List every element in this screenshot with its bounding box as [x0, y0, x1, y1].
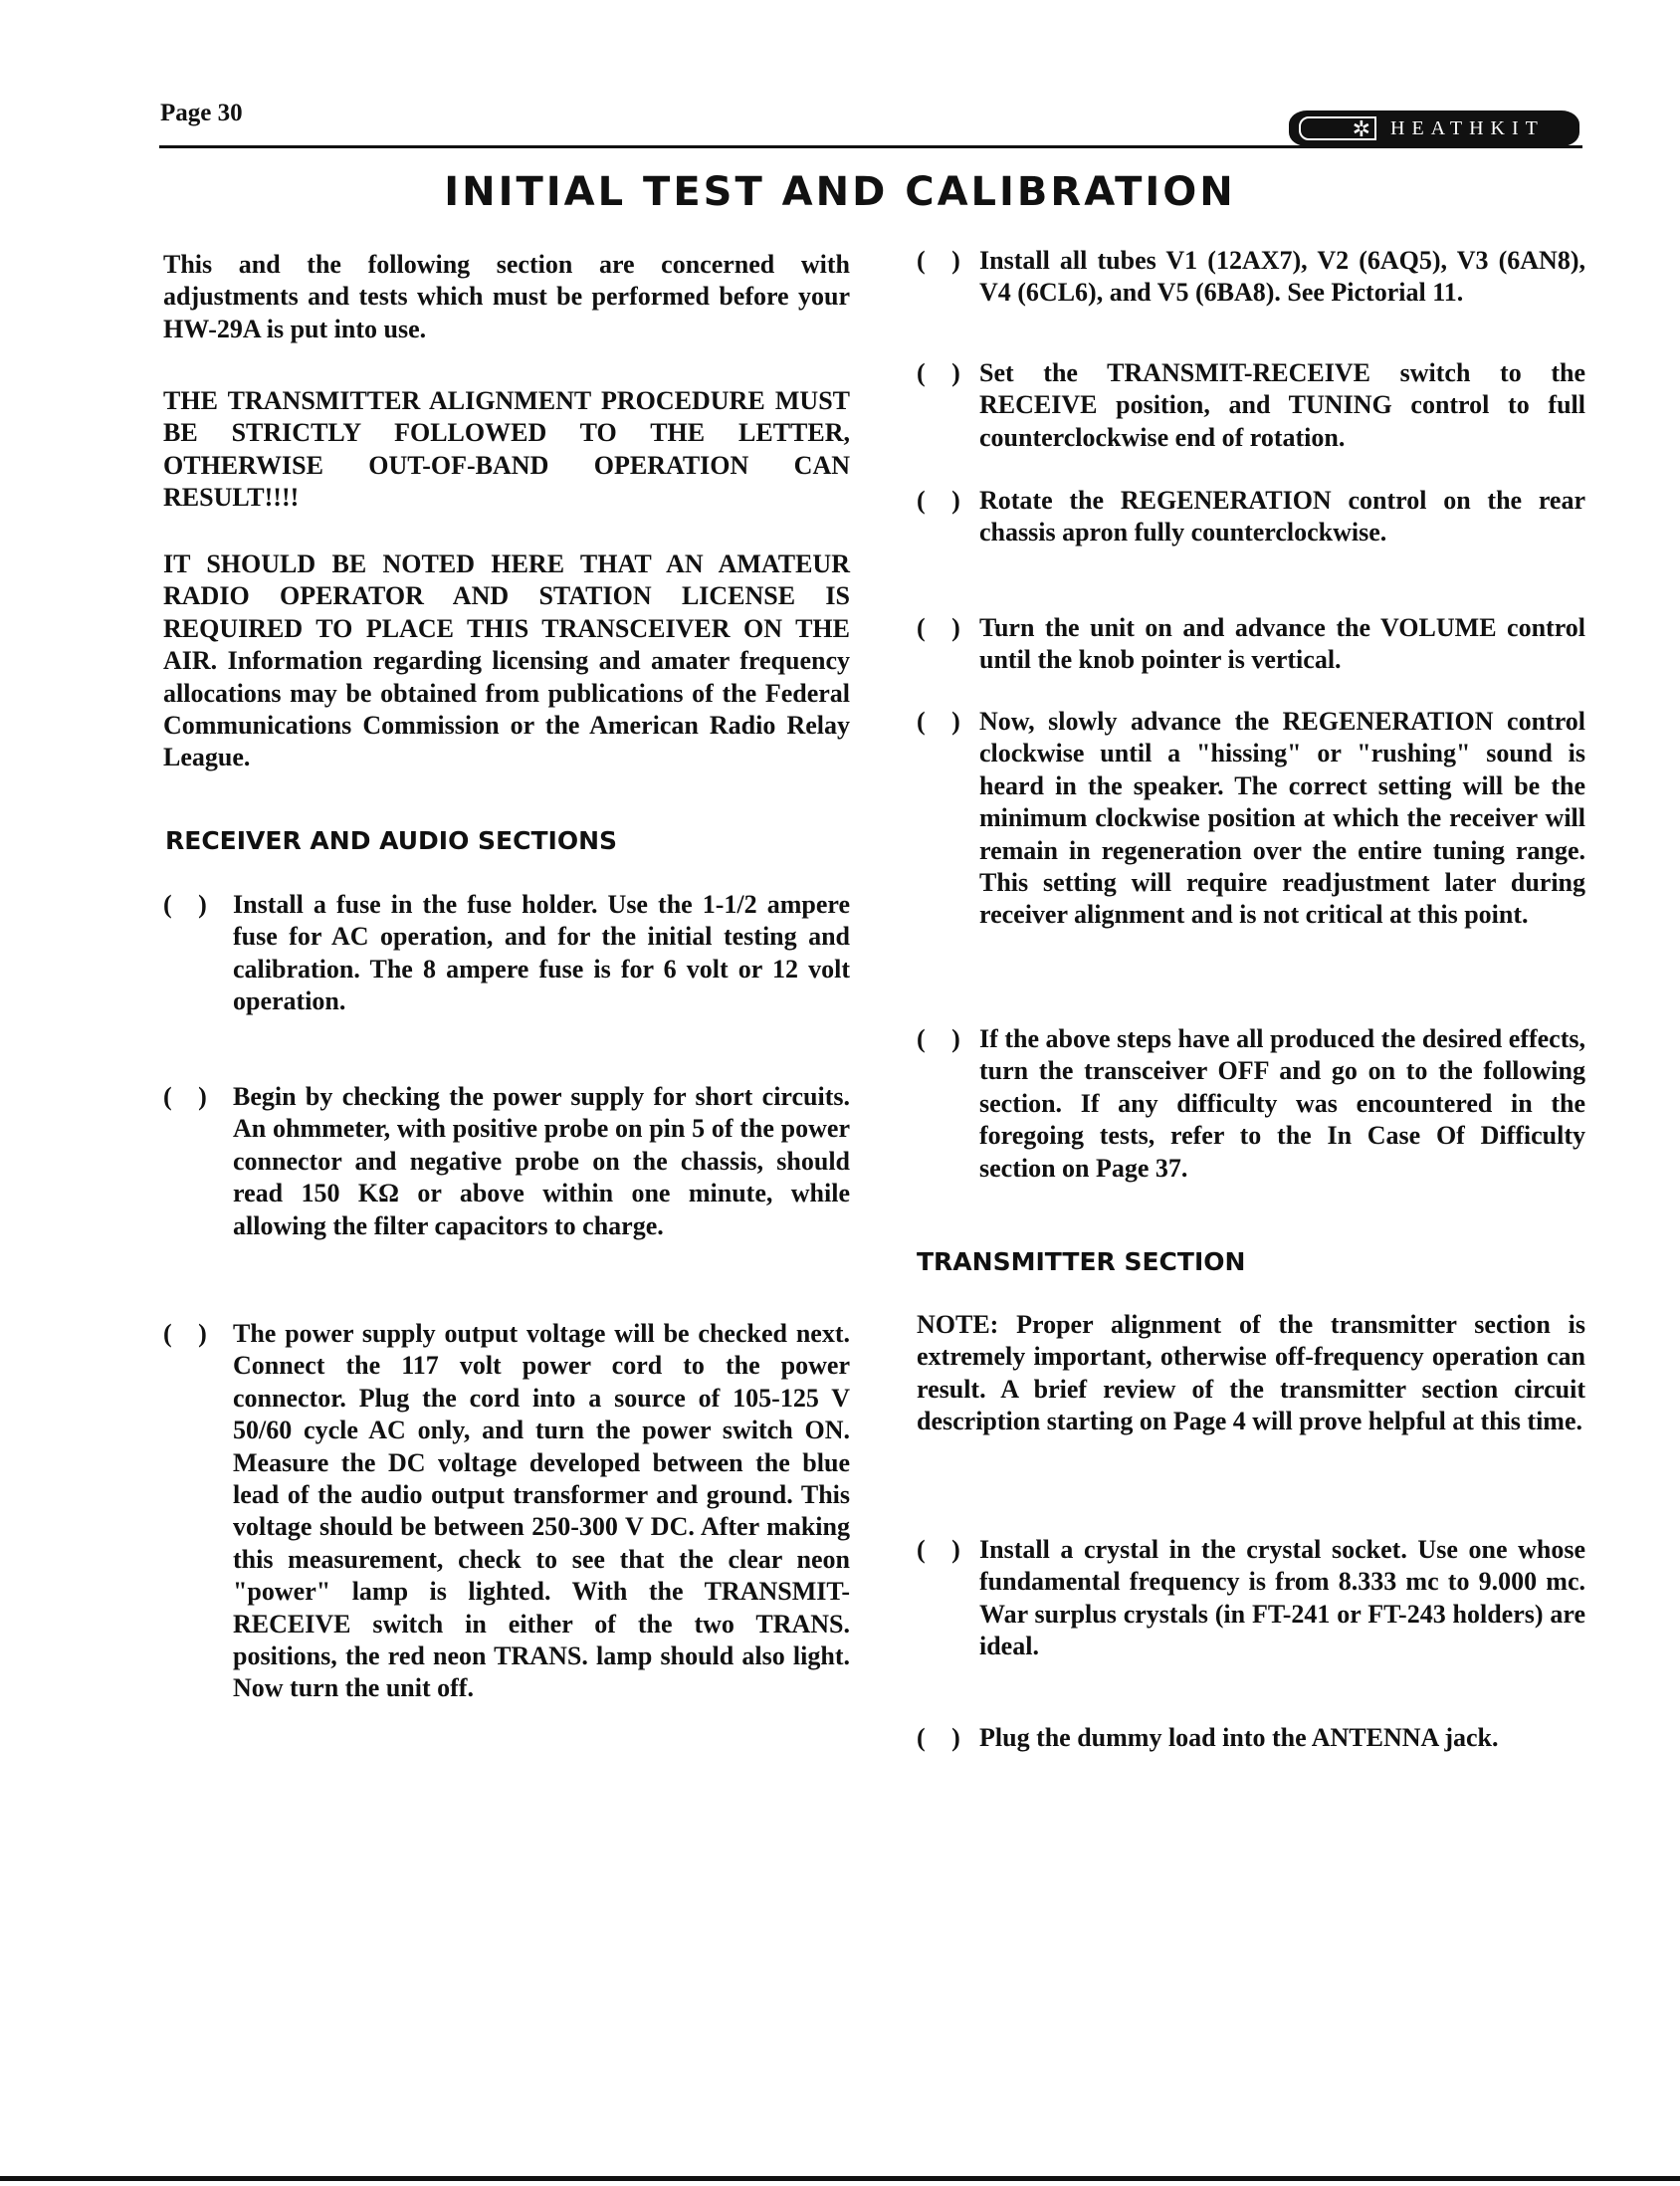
license-paragraph: IT SHOULD BE NOTED HERE THAT AN AMATEUR RADIO OPERATOR AND STATION LICENSE IS REQUIRED TO PLACE THIS TRANSCEIVER ON THE AIR. Information regarding licensing and amater frequency allocations may be obtained from publications of the Federal Communications Commission or the American Radio Relay League.: [163, 549, 850, 772]
checklist-item: [917, 1023, 1585, 1185]
checkbox[interactable]: ( ): [917, 613, 970, 642]
checklist-item: [917, 1534, 1585, 1663]
checklist-item: [163, 1318, 850, 1705]
page-title: INITIAL TEST AND CALIBRATION: [444, 169, 1236, 215]
page-bottom-edge: [0, 2176, 1680, 2181]
checklist-text: Turn the unit on and advance the VOLUME control until the knob pointer is vertical.: [979, 613, 1585, 675]
checkbox[interactable]: ( ): [163, 1082, 217, 1111]
logo-wordmark: HEATHKIT: [1390, 116, 1545, 139]
note-paragraph: NOTE: Proper alignment of the transmitter section is extremely important, otherwise off-frequency operation can result. A brief review of the transmitter section circuit description starting on Page 4 will prove helpful at this time.: [917, 1310, 1585, 1436]
receiver-section-heading: RECEIVER AND AUDIO SECTIONS: [165, 826, 618, 855]
checklist-item: [917, 357, 1585, 454]
checkbox[interactable]: ( ): [917, 246, 970, 275]
checkbox[interactable]: ( ): [163, 1319, 217, 1348]
intro-paragraph: This and the following section are concerned with adjustments and tests which must be performed before your HW-29A is put into use.: [163, 250, 850, 343]
checklist-text: Set the TRANSMIT-RECEIVE switch to the RECEIVE position, and TUNING control to full counterclockwise end of rotation.: [979, 358, 1585, 452]
checklist-text: Begin by checking the power supply for short circuits. An ohmmeter, with positive probe on pin 5 of the power connector and negative probe on the chassis, should read 150 KΩ or above within one minute, while allowing the filter capacitors to charge.: [233, 1082, 850, 1240]
logo-emblem-icon: ✲: [1299, 116, 1376, 140]
checklist-item: [917, 1722, 1585, 1754]
checklist-text: The power supply output voltage will be checked next. Connect the 117 volt power cord to the power connector. Plug the cord into a source of 105-125 V 50/60 cycle AC only, and turn the power switch ON. Measure the DC voltage developed between the blue lead of the audio output transformer and ground. This voltage should be between 250-300 V DC. After making this measurement, check to see that the clear neon "power" lamp is lighted. With the TRANSMIT-RECEIVE switch in either of the two TRANS. positions, the red neon TRANS. lamp should also light. Now turn the unit off.: [233, 1319, 850, 1703]
warning-paragraph: THE TRANSMITTER ALIGNMENT PROCEDURE MUST BE STRICTLY FOLLOWED TO THE LETTER, OTHERWISE OUT-OF-BAND OPERATION CAN RESULT!!!!: [163, 386, 850, 513]
checklist-text: Install a crystal in the crystal socket. Use one whose fundamental frequency is from 8.333 mc to 9.000 mc. War surplus crystals (in FT-241 or FT-243 holders) are ideal.: [979, 1535, 1585, 1661]
checkbox[interactable]: ( ): [917, 1024, 970, 1053]
checklist-text: Install a fuse in the fuse holder. Use the 1-1/2 ampere fuse for AC operation, and for the initial testing and calibration. The 8 ampere fuse is for 6 volt or 12 volt operation.: [233, 890, 850, 1016]
checkbox[interactable]: ( ): [917, 1535, 970, 1564]
checklist-text: Plug the dummy load into the ANTENNA jack.: [979, 1723, 1499, 1752]
heathkit-logo: [1289, 110, 1579, 146]
checklist-text: Install all tubes V1 (12AX7), V2 (6AQ5), V3 (6AN8), V4 (6CL6), and V5 (6BA8). See Pictorial 11.: [979, 246, 1585, 308]
page-number: Page 30: [160, 100, 243, 126]
header-rule: [159, 145, 1582, 148]
checklist-item: [917, 612, 1585, 677]
checklist-item: [917, 485, 1585, 549]
checklist-text: Rotate the REGENERATION control on the rear chassis apron fully counterclockwise.: [979, 486, 1585, 547]
checkbox[interactable]: ( ): [917, 358, 970, 387]
checklist-text: If the above steps have all produced the desired effects, turn the transceiver OFF and go on to the following section. If any difficulty was encountered in the foregoing tests, refer to the In Case Of Difficulty section on Page 37.: [979, 1024, 1585, 1183]
checkbox[interactable]: ( ): [163, 890, 217, 919]
checklist-item: [917, 245, 1585, 310]
checkbox[interactable]: ( ): [917, 707, 970, 736]
transmitter-section-heading: TRANSMITTER SECTION: [917, 1247, 1246, 1276]
checkbox[interactable]: ( ): [917, 486, 970, 515]
checkbox[interactable]: ( ): [917, 1723, 970, 1752]
checklist-item: [917, 706, 1585, 932]
checklist-item: [163, 1081, 850, 1242]
checklist-item: [163, 889, 850, 1018]
checklist-text: Now, slowly advance the REGENERATION control clockwise until a "hissing" or "rushing" sound is heard in the speaker. The correct setting will be the minimum clockwise position at which the receiver will remain in regeneration over the entire tuning range. This setting will require readjustment later during receiver alignment and is not critical at this point.: [979, 707, 1585, 930]
